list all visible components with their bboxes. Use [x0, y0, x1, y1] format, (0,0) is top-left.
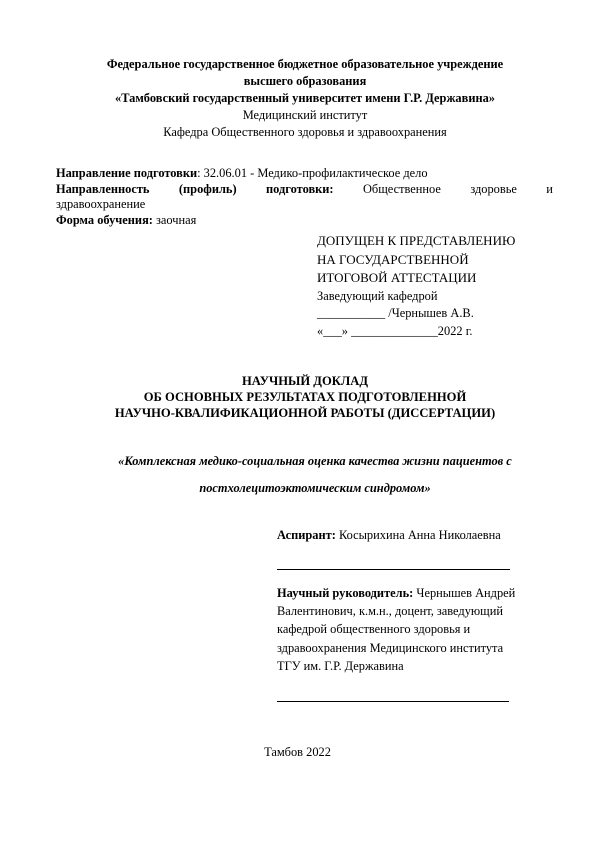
approval-signature: ___________ /Чернышев А.В.	[317, 306, 474, 320]
direction-label: Направление подготовки	[56, 166, 198, 180]
approval-line-3: ИТОГОВОЙ АТТЕСТАЦИИ	[317, 270, 477, 285]
focus-continuation: здравоохранение	[56, 197, 146, 211]
department-name: Кафедра Общественного здоровья и здравоохранения	[163, 125, 447, 139]
study-form-value: заочная	[152, 212, 197, 227]
header-line-3: «Тамбовский государственный университет имени Г.Р. Державина»	[115, 91, 495, 105]
study-form-label: Форма обучения:	[56, 212, 153, 227]
focus-word-4: Общественное	[362, 181, 441, 196]
header-line-1: Федеральное государственное бюджетное образовательное учреждение	[106, 57, 504, 71]
approval-head: Заведующий кафедрой	[317, 288, 438, 303]
supervisor-line-5: ТГУ им. Г.Р. Державина	[277, 658, 404, 673]
title-line-2: ОБ ОСНОВНЫХ РЕЗУЛЬТАТАХ ПОДГОТОВЛЕННОЙ	[143, 390, 467, 405]
aspirant-label: Аспирант:	[277, 528, 336, 542]
supervisor-line-4: здравоохранения Медицинского института	[277, 640, 504, 655]
topic-line-1: «Комплексная медико-социальная оценка качества жизни пациентов с	[118, 454, 512, 468]
approval-date: «___» ______________2022 г.	[317, 323, 473, 338]
supervisor-label: Научный руководитель:	[277, 586, 414, 600]
focus-word-5: здоровье	[470, 181, 517, 196]
focus-word-1: Направленность	[56, 181, 150, 196]
approval-line-2: НА ГОСУДАРСТВЕННОЙ	[317, 251, 469, 267]
research-topic	[60, 448, 570, 502]
aspirant-name: Косырихина Анна Николаевна	[335, 528, 501, 542]
title-line-1: НАУЧНЫЙ ДОКЛАД	[241, 374, 369, 388]
document-title	[80, 373, 530, 422]
focus-line	[56, 182, 553, 198]
aspirant-signature-line	[277, 569, 510, 570]
study-form-line	[56, 213, 553, 229]
aspirant-block	[277, 527, 501, 544]
approval-line-1: ДОПУЩЕН К ПРЕДСТАВЛЕНИЮ	[317, 233, 516, 248]
supervisor-line-1	[277, 584, 567, 602]
focus-word-6: и	[546, 181, 553, 196]
supervisor-line-2: Валентинович, к.м.н., доцент, заведующий	[277, 604, 503, 619]
focus-word-3: подготовки:	[266, 181, 334, 196]
city-year: Тамбов 2022	[264, 745, 331, 759]
direction-line	[56, 166, 553, 182]
institution-header	[40, 56, 570, 141]
approval-block	[317, 232, 515, 340]
training-direction	[56, 166, 553, 228]
supervisor-name: Чернышев Андрей	[413, 586, 516, 600]
direction-value: : 32.06.01 - Медико-профилактическое дело	[197, 166, 428, 180]
header-line-2: высшего образования	[243, 74, 367, 88]
supervisor-line-3: кафедрой общественного здоровья и	[277, 622, 471, 637]
supervisor-block	[277, 584, 567, 675]
institute-name: Медицинский институт	[242, 108, 368, 122]
focus-word-2: (профиль)	[178, 181, 237, 196]
title-line-3: НАУЧНО-КВАЛИФИКАЦИОННОЙ РАБОТЫ (ДИССЕРТАЦИИ)	[114, 406, 496, 421]
supervisor-signature-line	[277, 701, 509, 702]
topic-line-2: постхолецитоэктомическим синдромом»	[199, 481, 431, 495]
